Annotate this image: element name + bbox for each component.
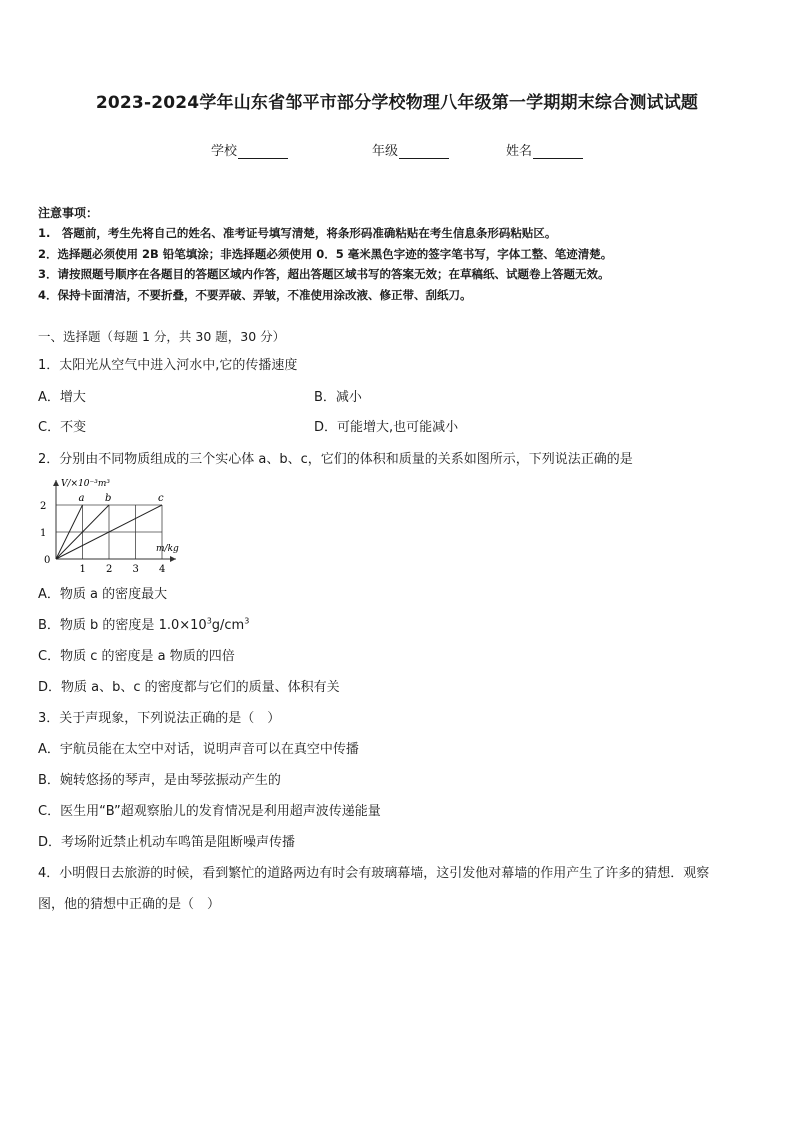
- name-field: [506, 140, 583, 159]
- question-3-option-a[interactable]: A．宇航员能在太空中对话，说明声音可以在真空中传播: [38, 742, 359, 757]
- question-2-option-d[interactable]: D．物质 a、b、c 的密度都与它们的质量、体积有关: [38, 680, 340, 695]
- notice-heading: 注意事项：: [38, 206, 99, 220]
- question-1-option-c[interactable]: C．不变: [38, 420, 87, 435]
- question-1-option-a[interactable]: A．增大: [38, 390, 86, 405]
- school-field: [211, 140, 288, 159]
- y-axis-arrow: [53, 480, 59, 486]
- question-3-option-b[interactable]: B．婉转悠扬的琴声，是由琴弦振动产生的: [38, 773, 281, 788]
- question-4-stem-line2: 图，他的猜想中正确的是（ ）: [38, 897, 221, 912]
- question-1-option-d[interactable]: D．可能增大,也可能减小: [314, 420, 459, 435]
- series-label-c: c: [158, 493, 164, 504]
- y-tick-label: 1: [40, 528, 47, 539]
- option-b-text: B．物质 b 的密度是 1.0×10: [38, 618, 207, 633]
- x-axis-label: m/kg: [156, 544, 179, 554]
- option-b-sup2: 3: [244, 616, 250, 626]
- option-b-unit: g/cm: [211, 618, 245, 633]
- notice-item: 4．保持卡面清洁，不要折叠，不要弄破、弄皱，不准使用涂改液、修正带、刮纸刀。: [38, 288, 472, 302]
- x-tick-label: 2: [106, 564, 113, 574]
- name-label: 姓名: [506, 144, 533, 159]
- notice-item: 3．请按照题号顺序在各题目的答题区域内作答，超出答题区域书写的答案无效；在草稿纸、试题卷上答题无效。: [38, 267, 610, 281]
- grade-field: [372, 140, 449, 159]
- page-title: 2023-2024学年山东省邹平市部分学校物理八年级第一学期期末综合测试试题: [95, 93, 699, 113]
- section-heading: 一、选择题（每题 1 分，共 30 题，30 分）: [38, 329, 286, 344]
- question-3-stem: 3．关于声现象，下列说法正确的是（ ）: [38, 711, 281, 726]
- option-b-sup: 3: [206, 616, 212, 626]
- volume-mass-chart: [36, 474, 196, 574]
- notice-item: 1. 答题前，考生先将自己的姓名、准考证号填写清楚，将条形码准确粘贴在考生信息条形码粘贴区。: [38, 226, 557, 240]
- question-3-option-d[interactable]: D．考场附近禁止机动车鸣笛是阻断噪声传播: [38, 835, 296, 850]
- question-1-option-b[interactable]: B．减小: [314, 390, 362, 405]
- school-label: 学校: [211, 144, 238, 159]
- x-tick-label: 3: [132, 564, 139, 574]
- question-2-option-b[interactable]: [38, 614, 249, 633]
- grade-label: 年级: [372, 144, 399, 159]
- x-tick-label: 4: [159, 564, 166, 574]
- x-axis-arrow: [170, 556, 176, 562]
- school-blank[interactable]: [238, 144, 288, 159]
- series-label-a: a: [78, 493, 85, 504]
- origin-label: 0: [44, 555, 51, 566]
- y-axis-label: V/×10⁻³m³: [61, 479, 111, 489]
- question-2-option-a[interactable]: A．物质 a 的密度最大: [38, 587, 168, 602]
- question-3-option-c[interactable]: C．医生用“B”超观察胎儿的发育情况是利用超声波传递能量: [38, 804, 381, 819]
- question-2-stem: 2．分别由不同物质组成的三个实心体 a、b、c，它们的体积和质量的关系如图所示，下列说法正确的是: [38, 452, 633, 467]
- series-label-b: b: [105, 493, 112, 504]
- grade-blank[interactable]: [399, 144, 449, 159]
- question-1-stem: 1．太阳光从空气中进入河水中,它的传播速度: [38, 358, 298, 373]
- name-blank[interactable]: [533, 144, 583, 159]
- question-2-option-c[interactable]: C．物质 c 的密度是 a 物质的四倍: [38, 649, 235, 664]
- notice-item: 2．选择题必须使用 2B 铅笔填涂；非选择题必须使用 0．5 毫米黑色字迹的签字笔书写，字体工整、笔迹清楚。: [38, 247, 613, 261]
- question-4-stem-line1: 4．小明假日去旅游的时候，看到繁忙的道路两边有时会有玻璃幕墙，这引发他对幕墙的作用产生了许多的猜想．观察: [38, 866, 710, 881]
- y-tick-label: 2: [40, 501, 47, 512]
- x-tick-label: 1: [79, 564, 86, 574]
